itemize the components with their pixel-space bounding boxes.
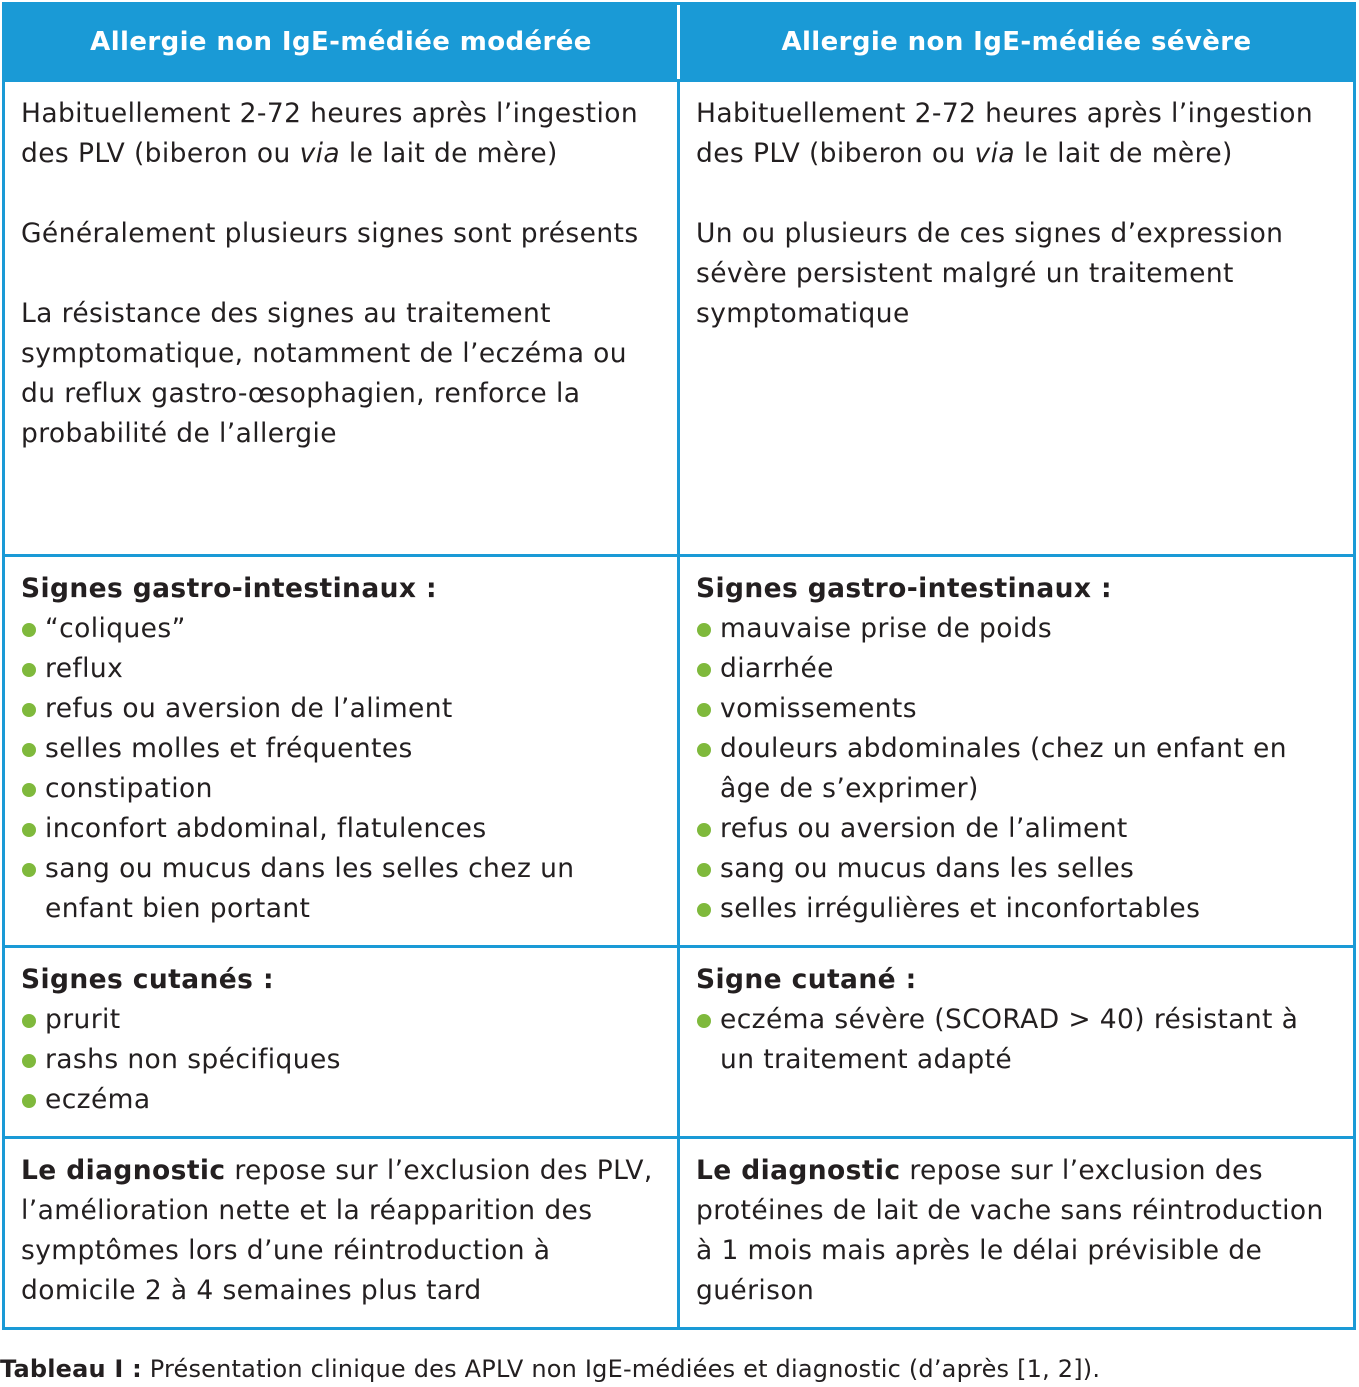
skin-heading: Signe cutané : bbox=[696, 964, 917, 995]
list-item: constipation bbox=[21, 769, 663, 809]
bullet-icon bbox=[22, 1054, 36, 1068]
cell-diagnosis-severe bbox=[680, 1139, 1353, 1327]
list-item: vomissements bbox=[696, 689, 1339, 729]
resistance-paragraph: La résistance des signes au traitement symptomatique, notamment de l’eczéma ou du reflux gastro-œsophagien, renforce la probabilité de l’allergie bbox=[21, 298, 627, 449]
skin-heading: Signes cutanés : bbox=[21, 964, 274, 995]
timing-via: via bbox=[974, 138, 1016, 169]
list-item: selles molles et fréquentes bbox=[21, 729, 663, 769]
list-item: eczéma sévère (SCORAD > 40) résistant à un traitement adapté bbox=[696, 1000, 1339, 1080]
caption-text: Présentation clinique des APLV non IgE-médiées et diagnostic (d’après [1, 2]). bbox=[141, 1355, 1101, 1383]
list-item: refus ou aversion de l’aliment bbox=[696, 809, 1339, 849]
cell-skin-moderate bbox=[5, 948, 680, 1136]
timing-text: Habituellement 2-72 heures après l’ingestion des PLV (biberon ou bbox=[696, 98, 1314, 169]
gastro-list bbox=[21, 609, 663, 929]
bullet-icon bbox=[22, 1014, 36, 1028]
diagnosis-paragraph bbox=[696, 1151, 1339, 1311]
bullet-icon bbox=[697, 823, 711, 837]
table-row-gastro bbox=[5, 554, 1353, 945]
bullet-icon bbox=[22, 703, 36, 717]
skin-list bbox=[21, 1000, 663, 1120]
caption-label: Tableau I : bbox=[0, 1355, 142, 1383]
list-item: prurit bbox=[21, 1000, 663, 1040]
skin-list bbox=[696, 1000, 1339, 1080]
bullet-icon bbox=[697, 1014, 711, 1028]
persistence-paragraph: Un ou plusieurs de ces signes d’expression sévère persistent malgré un traitement symptomatique bbox=[696, 218, 1284, 329]
bullet-icon bbox=[697, 663, 711, 677]
bullet-icon bbox=[22, 823, 36, 837]
bullet-icon bbox=[22, 1094, 36, 1108]
bullet-icon bbox=[22, 623, 36, 637]
list-item: refus ou aversion de l’aliment bbox=[21, 689, 663, 729]
timing-paragraph bbox=[21, 94, 663, 174]
list-item: sang ou mucus dans les selles bbox=[696, 849, 1339, 889]
diagnosis-bold: Le diagnostic bbox=[696, 1155, 901, 1186]
list-item: reflux bbox=[21, 649, 663, 689]
timing-via: via bbox=[299, 138, 341, 169]
bullet-icon bbox=[22, 863, 36, 877]
table-caption bbox=[0, 1351, 1100, 1387]
cell-timing-severe bbox=[680, 82, 1353, 554]
table-header-row bbox=[5, 5, 1353, 79]
list-item: rashs non spécifiques bbox=[21, 1040, 663, 1080]
gastro-list bbox=[696, 609, 1339, 929]
list-item: mauvaise prise de poids bbox=[696, 609, 1339, 649]
cell-timing-moderate bbox=[5, 82, 680, 554]
bullet-icon bbox=[697, 903, 711, 917]
timing-text-end: le lait de mère) bbox=[1015, 138, 1233, 169]
table-row-timing bbox=[5, 79, 1353, 554]
list-item: “coliques” bbox=[21, 609, 663, 649]
clinical-table bbox=[2, 2, 1356, 1330]
diagnosis-text: repose sur l’exclusion des PLV, l’amélioration nette et la réapparition des symptômes lors d’une réintroduction à domicile 2 à 4 semaines plus tard bbox=[21, 1155, 653, 1306]
list-item: douleurs abdominales (chez un enfant en âge de s’exprimer) bbox=[696, 729, 1339, 809]
gastro-heading: Signes gastro-intestinaux : bbox=[21, 573, 437, 604]
table-row-skin bbox=[5, 945, 1353, 1136]
cell-diagnosis-moderate bbox=[5, 1139, 680, 1327]
diagnosis-paragraph bbox=[21, 1151, 663, 1311]
header-severe: Allergie non IgE-médiée sévère bbox=[781, 27, 1252, 57]
list-item: diarrhée bbox=[696, 649, 1339, 689]
bullet-icon bbox=[22, 663, 36, 677]
header-moderate: Allergie non IgE-médiée modérée bbox=[5, 5, 680, 79]
diagnosis-bold: Le diagnostic bbox=[21, 1155, 226, 1186]
table-row-diagnosis bbox=[5, 1136, 1353, 1327]
bullet-icon bbox=[697, 863, 711, 877]
timing-text-end: le lait de mère) bbox=[340, 138, 558, 169]
bullet-icon bbox=[697, 743, 711, 757]
timing-text: Habituellement 2-72 heures après l’ingestion des PLV (biberon ou bbox=[21, 98, 639, 169]
bullet-icon bbox=[22, 743, 36, 757]
list-item: selles irrégulières et inconfortables bbox=[696, 889, 1339, 929]
list-item: inconfort abdominal, flatulences bbox=[21, 809, 663, 849]
cell-gastro-moderate bbox=[5, 557, 680, 945]
bullet-icon bbox=[697, 623, 711, 637]
gastro-heading: Signes gastro-intestinaux : bbox=[696, 573, 1112, 604]
timing-paragraph bbox=[696, 94, 1339, 174]
signs-paragraph: Généralement plusieurs signes sont présents bbox=[21, 218, 639, 249]
diagnosis-text: repose sur l’exclusion des protéines de lait de vache sans réintroduction à 1 mois mais après le délai prévisible de guérison bbox=[696, 1155, 1324, 1306]
bullet-icon bbox=[22, 783, 36, 797]
cell-gastro-severe bbox=[680, 557, 1353, 945]
cell-skin-severe bbox=[680, 948, 1353, 1136]
list-item: sang ou mucus dans les selles chez un enfant bien portant bbox=[21, 849, 663, 929]
list-item: eczéma bbox=[21, 1080, 663, 1120]
bullet-icon bbox=[697, 703, 711, 717]
